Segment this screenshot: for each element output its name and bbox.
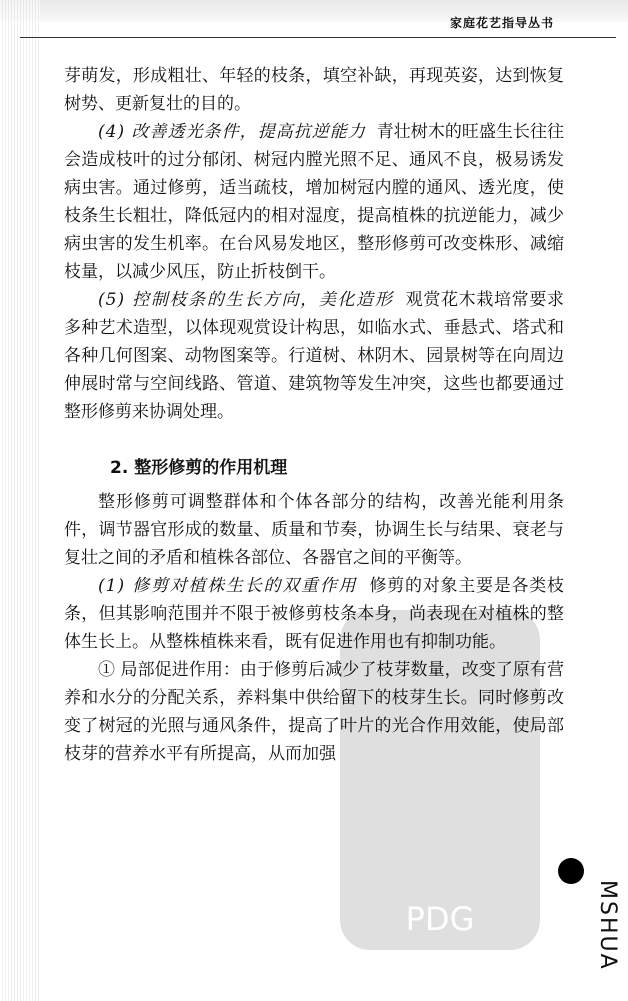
scan-shadow-left (0, 0, 40, 1001)
paragraph-intro: 芽萌发，形成粗壮、年轻的枝条，填空补缺，再现英姿，达到恢复树势、更新复壮的目的。 (64, 66, 564, 114)
running-header: 家庭花艺指导丛书 (450, 16, 555, 30)
item-4-body: 青壮树木的旺盛生长往往会造成枝叶的过分郁闭、树冠内膛光照不足、通风不良，极易诱发病虫害。通过修剪，适当疏枝，增加树冠内膛的通风、透光度，使枝条生长粗壮，降低冠内的相对湿度，提高植株的抗逆能力，减少病虫害的发生机率。在台风易发地区，整形修剪可改变株形、减缩枝量，以减少风压，防止折枝倒干。 (64, 122, 565, 282)
paragraph-section-2: 整形修剪可调整群体和个体各部分的结构，改善光能利用条件，调节器官形成的数量、质量和节奏，协调生长与结果、衰老与复壮之间的矛盾和植株各部位、各器官之间的平衡等。 (64, 492, 564, 568)
item-5-heading: (5) 控制枝条的生长方向，美化造形 (98, 290, 394, 310)
paragraph-item-4 (64, 118, 564, 286)
paragraph-circle-1: ① 局部促进作用：由于修剪后减少了枝芽数量，改变了原有营养和水分的分配关系，养料集中供给留下的枝芽生长。同时修剪改变了树冠的光照与通风条件，提高了叶片的光合作用效能，使局部枝芽的营养水平有所提高，从而加强 (64, 660, 564, 764)
black-dot-mark (558, 858, 584, 884)
item-5-body: 观赏花木栽培常要求多种艺术造型，以体现观赏设计构思，如临水式、垂悬式、塔式和各种几何图案、动物图案等。行道树、林阴木、园景树等在向周边伸展时常与空间线路、管道、建筑物等发生冲突，这些也都要通过整形修剪来协调处理。 (64, 290, 565, 422)
body-text-top (64, 62, 564, 426)
side-stamp: MSHUA (595, 880, 620, 971)
item-4-heading: (4) 改善透光条件，提高抗逆能力 (98, 122, 366, 142)
watermark-seal (330, 600, 550, 960)
watermark-text: PDG (405, 900, 475, 938)
item-1-body: 修剪的对象主要是各类枝条，但其影响范围并不限于被修剪枝条本身，尚表现在对植株的整体生长上。从整株植株来看，既有促进作用也有抑制功能。 (64, 576, 565, 652)
item-1-heading: (1) 修剪对植株生长的双重作用 (98, 576, 358, 596)
section-heading: 2. 整形修剪的作用机理 (110, 458, 288, 478)
paragraph-item-5 (64, 286, 564, 426)
header-rule (20, 37, 616, 38)
